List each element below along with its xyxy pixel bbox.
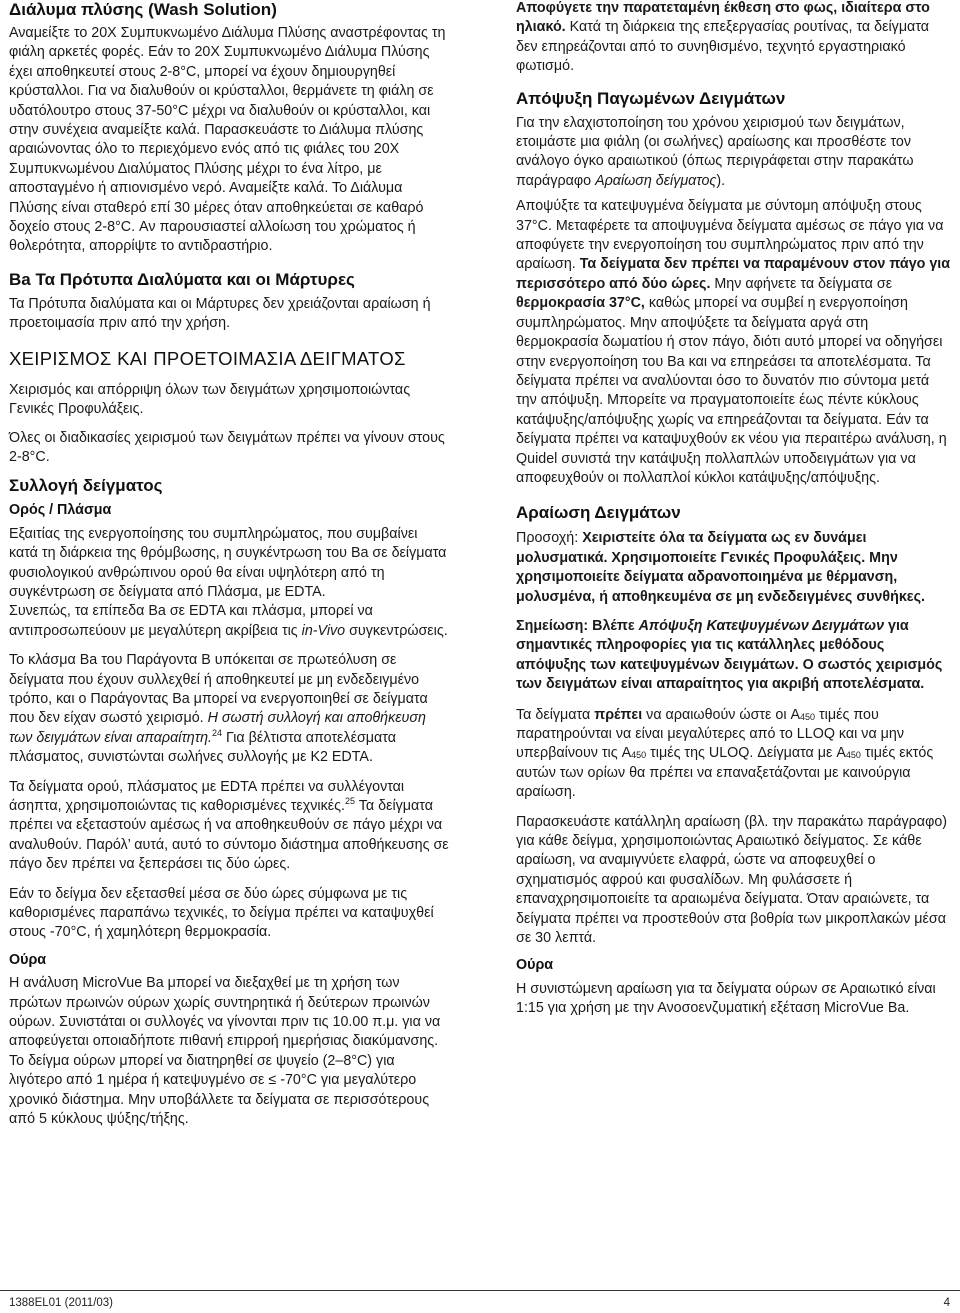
urine-dilution-paragraph: Η συνιστώμενη αραίωση για τα δείγματα ούρων σε Αραιωτικό είναι 1:15 για χρήση με την Ανοσοενζυματική εξέταση MicroVue Ba. [516, 980, 936, 1017]
wash-solution-heading: Διάλυμα πλύσης (Wash Solution) [9, 0, 277, 19]
standards-heading: Ba Τα Πρότυπα Διαλύματα και οι Μάρτυρες [9, 269, 355, 289]
right-column [516, 0, 952, 1019]
urine-label-left: Ούρα [9, 951, 47, 968]
dilution-preparation-paragraph: Παρασκευάστε κατάλληλη αραίωση (βλ. την παρακάτω παράγραφο) για κάθε δείγμα, χρησιμοποιώντας Αραιωτικό δείγματος. Σε κάθε αραίωση, να αναμιγνύετε ελαφρά, ώστε να αποφευχθεί ο σχηματισμός αφρού και φυσαλίδων. Μη φυλάσσετε ή επαναχρησιμοποιείτε τα αραιωμένα δείγματα. Όταν αραιώνετε, τα δείγματα πρέπει να προστεθούν στα βοθρία των μικροπλακών μέσα σε 30 λεπτά. [516, 813, 948, 947]
sample-handling-section-heading: ΧΕΙΡΙΣΜΟΣ ΚΑΙ ΠΡΟΕΤΟΙΜΑΣΙΑ ΔΕΙΓΜΑΤΟΣ [9, 347, 406, 369]
thawing-procedure-paragraph: Αποψύξτε τα κατεψυγμένα δείγματα με σύντομη απόψυξη στους 37°C. Μεταφέρετε τα αποψυγμένα δείγματα αμέσως σε πάγο για να αποφύγετε την ενεργοποίηση του συμπληρώματος πριν από την αραίωση. Τα δείγματα δεν πρέπει να παραμένουν στον πάγο για περισσότερο από δύο ώρες. Μην αφήνετε τα δείγματα σε θερμοκρασία 37°C, καθώς μπορεί να συμβεί η ενεργοποίηση συμπληρώματος. Μην αποψύξετε τα δείγματα αργά στη θερμοκρασία δωματίου ή στον πάγο, διότι αυτό μπορεί να οδηγήσει στην ενεργοποίηση του Ba και να επηρεάσει τα αποτελέσματα. Τα δείγματα πρέπει να αναλύονται όσο το δυνατόν πιο σύντομα μετά την απόψυξη. Μπορείτε να πραγματοποιείτε έως πέντε κύκλους κατάψυξης/απόψυξης χωρίς να επηρεάζονται τα δείγματα. Εάν τα δείγματα πρέπει να καταψυχθούν εκ νέου για περαιτέρω ανάλυση, η Quidel συνιστά την κατάψυξη πολλαπλών υποδειγμάτων για να αποφευχθούν οι πολλαπλοί κύκλοι κατάψυξης/απόψυξης. [516, 198, 951, 486]
handling-temperature-paragraph: Όλες οι διαδικασίες χειρισμού των δειγμάτων πρέπει να γίνουν στους 2-8°C. [9, 429, 445, 465]
factor-b-proteolysis-paragraph: Το κλάσμα Ba του Παράγοντα B υπόκειται σε πρωτεόλυση σε δείγματα που έχουν συλλεχθεί ή αποθηκευτεί με μη ενδεδειγμένο τρόπο, και ο Παράγοντας Ba μπορεί να ενεργοποιηθεί σε δείγματα που δεν είχαν σωστό χειρισμό. Η σωστή συλλογή και αποθήκευση των δειγμάτων είναι απαραίτητη.$^{24}$ Για βέλτιστα αποτελέσματα πλάσματος, συνιστώνται σωλήνες συλλογής με K2 EDTA. [9, 652, 428, 766]
sample-dilution-heading: Αραίωση Δειγμάτων [516, 503, 681, 523]
serum-activation-paragraph: Εξαιτίας της ενεργοποίησης του συμπληρώματος, που συμβαίνει κατά τη διάρκεια της θρόμβωσης, η συγκέντρωση του Ba σε δείγματα φυσιολογικού ανθρώπινου ορού θα είναι υψηλότερη από τη συγκέντρωση σε δείγματα από Πλάσμα, με EDTA. [9, 525, 447, 600]
dilution-range-paragraph: Τα δείγματα πρέπει να αραιωθούν ώστε οι $A_{450}$ τιμές που παρατηρούνται να είναι μεγαλύτερες από το LLOQ και να μην υπερβαίνουν τις $A_{450}$ τιμές της ULOQ. Δείγματα με $A_{450}$ τιμές εκτός αυτών των ορίων θα πρέπει να επαναξετάζονται με καινούργια αραίωση. [516, 706, 934, 801]
edta-invivo-paragraph: Συνεπώς, τα επίπεδα Ba σε EDTA και πλάσμα, μπορεί να αντιπροσωπεύουν με μεγαλύτερη ακρίβεια τις in-Vivo συγκεντρώσεις. [9, 603, 448, 639]
standards-paragraph: Τα Πρότυπα διαλύματα και οι Μάρτυρες δεν χρειάζονται αραίωση ή προετοιμασία πριν από την χρήση. [9, 295, 431, 332]
note-paragraph: Σημείωση: Βλέπε Απόψυξη Κατεψυγμένων Δειγμάτων για σημαντικές πληροφορίες για τις κατάλληλες μεθόδους απόψυξης των κατεψυγμένων δειγμάτων. Ο σωστός χειρισμός των δειγμάτων είναι απαραίτητος για ακριβή αποτελέσματα. [516, 617, 943, 693]
wash-solution-paragraph: Αναμείξτε το 20X Συμπυκνωμένο Διάλυμα Πλύσης αναστρέφοντας τη φιάλη αρκετές φορές. Εάν το 20X Συμπυκνωμένο Διάλυμα Πλύσης έχει αποθηκευτεί στους 2-8°C, μπορεί να έχουν δημιουργηθεί κρύσταλλοι. Για να διαλυθούν οι κρύσταλλοι, θερμάνετε τη φιάλη σε υδατόλουτρο στους 37-50°C μέχρι να διαλυθούν οι κρύσταλλοι, και στην συνέχεια αναμείξτε καλά. Παρασκευάστε το Διάλυμα πλύσης αραιώνοντας όλο το περιεχόμενο ενός από τις φιάλες του 20X Συμπυκνωμένου Διαλύματος Πλύσης μέχρι το ένα λίτρο, με αποσταγμένο ή απιονισμένο νερό. Αναμείξτε καλά. Το Διάλυμα Πλύσης είναι σταθερό επί 30 μέρες όταν αποθηκεύεται σε καθαρό δοχείο στους 2-8°C. Αν παρουσιαστεί αλλοίωση του χρώματος ή θολερότητα, απορρίψτε το αντιδραστήριο. [9, 25, 446, 255]
freezing-paragraph: Εάν το δείγμα δεν εξετασθεί μέσα σε δύο ώρες σύμφωνα με τις καθορισμένες παραπάνω τεχνικές, το δείγμα πρέπει να καταψυχθεί στους -70°C, ή χαμηλότερη θερμοκρασία. [9, 885, 434, 941]
footer-divider [0, 1290, 960, 1291]
reference-25: 25 [345, 796, 356, 807]
sample-collection-heading: Συλλογή δείγματος [9, 476, 163, 496]
urine-label-right: Ούρα [516, 957, 554, 974]
light-exposure-paragraph: Αποφύγετε την παρατεταμένη έκθεση στο φως, ιδιαίτερα στο ηλιακό. Κατά τη διάρκεια της επεξεργασίας ρουτίνας, τα δείγματα δεν επηρεάζονται από το συνηθισμένο, τεχνητό εργαστηριακό φωτισμό. [516, 0, 930, 75]
handling-precautions-paragraph: Χειρισμός και απόρριψη όλων των δειγμάτων χρησιμοποιώντας Γενικές Προφυλάξεις. [9, 381, 411, 418]
serum-plasma-label: Ορός / Πλάσμα [9, 502, 112, 519]
document-code: 1388EL01 (2011/03) [9, 1297, 114, 1309]
page-number: 4 [943, 1297, 950, 1309]
reference-24: 24 [212, 728, 223, 739]
urine-collection-paragraph: Η ανάλυση MicroVue Ba μπορεί να διεξαχθεί με τη χρήση των πρώτων πρωινών ούρων χωρίς συντηρητικά ή δεύτερων πρωινών ούρων. Συνιστάται οι συλλογές να γίνονται πριν τις 10.00 π.μ. για να αποφεύγεται οποιαδήποτε πιθανή επιρροή ημερήσιας διακύμανσης. Το δείγμα ούρων μπορεί να διατηρηθεί σε ψυγείο (2–8°C) για λιγότερο από 1 ημέρα ή κατεψυγμένο σε ≤ -70°C για μεγαλύτερο χρονικό διάστημα. Μην υποβάλλετε τα δείγματα σε περισσότερους από 5 κύκλους ψύξης/τήξης. [9, 975, 441, 1128]
aseptic-collection-paragraph: Τα δείγματα ορού, πλάσματος με EDTA πρέπει να συλλέγονται άσηπτα, χρησιμοποιώντας τις καθορισμένες τεχνικές.$^{25}$ Τα δείγματα πρέπει να εξεταστούν αμέσως ή να αποθηκευθούν σε πάγο μέχρι να αναλυθούν. Παρόλ’ αυτά, αυτό το σύντομο διάστημα αποθήκευσης σε πάγο δεν πρέπει να ξεπεράσει τις δύο ώρες. [9, 778, 449, 873]
left-column [9, 0, 449, 1130]
thawing-heading: Απόψυξη Παγωμένων Δειγμάτων [516, 88, 786, 108]
thawing-prep-paragraph: Για την ελαχιστοποίηση του χρόνου χειρισμού των δειγμάτων, ετοιμάστε μια φιάλη (οι σωλήνες) αραίωσης και προσθέστε τον ανάλογο όγκο αραιωτικού (όπως περιγράφεται στην παρακάτω παράγραφο Αραίωση δείγματος). [516, 114, 914, 189]
caution-paragraph: Προσοχή: Χειριστείτε όλα τα δείγματα ως εν δυνάμει μολυσματικά. Χρησιμοποιείτε Γενικές Προφυλάξεις. Μην χρησιμοποιείτε δείγματα αδρανοποιημένα με θέρμανση, μολυσμένα, ή αποθηκευμένα σε μη ενδεδειγμένες συνθήκες. [516, 530, 926, 605]
